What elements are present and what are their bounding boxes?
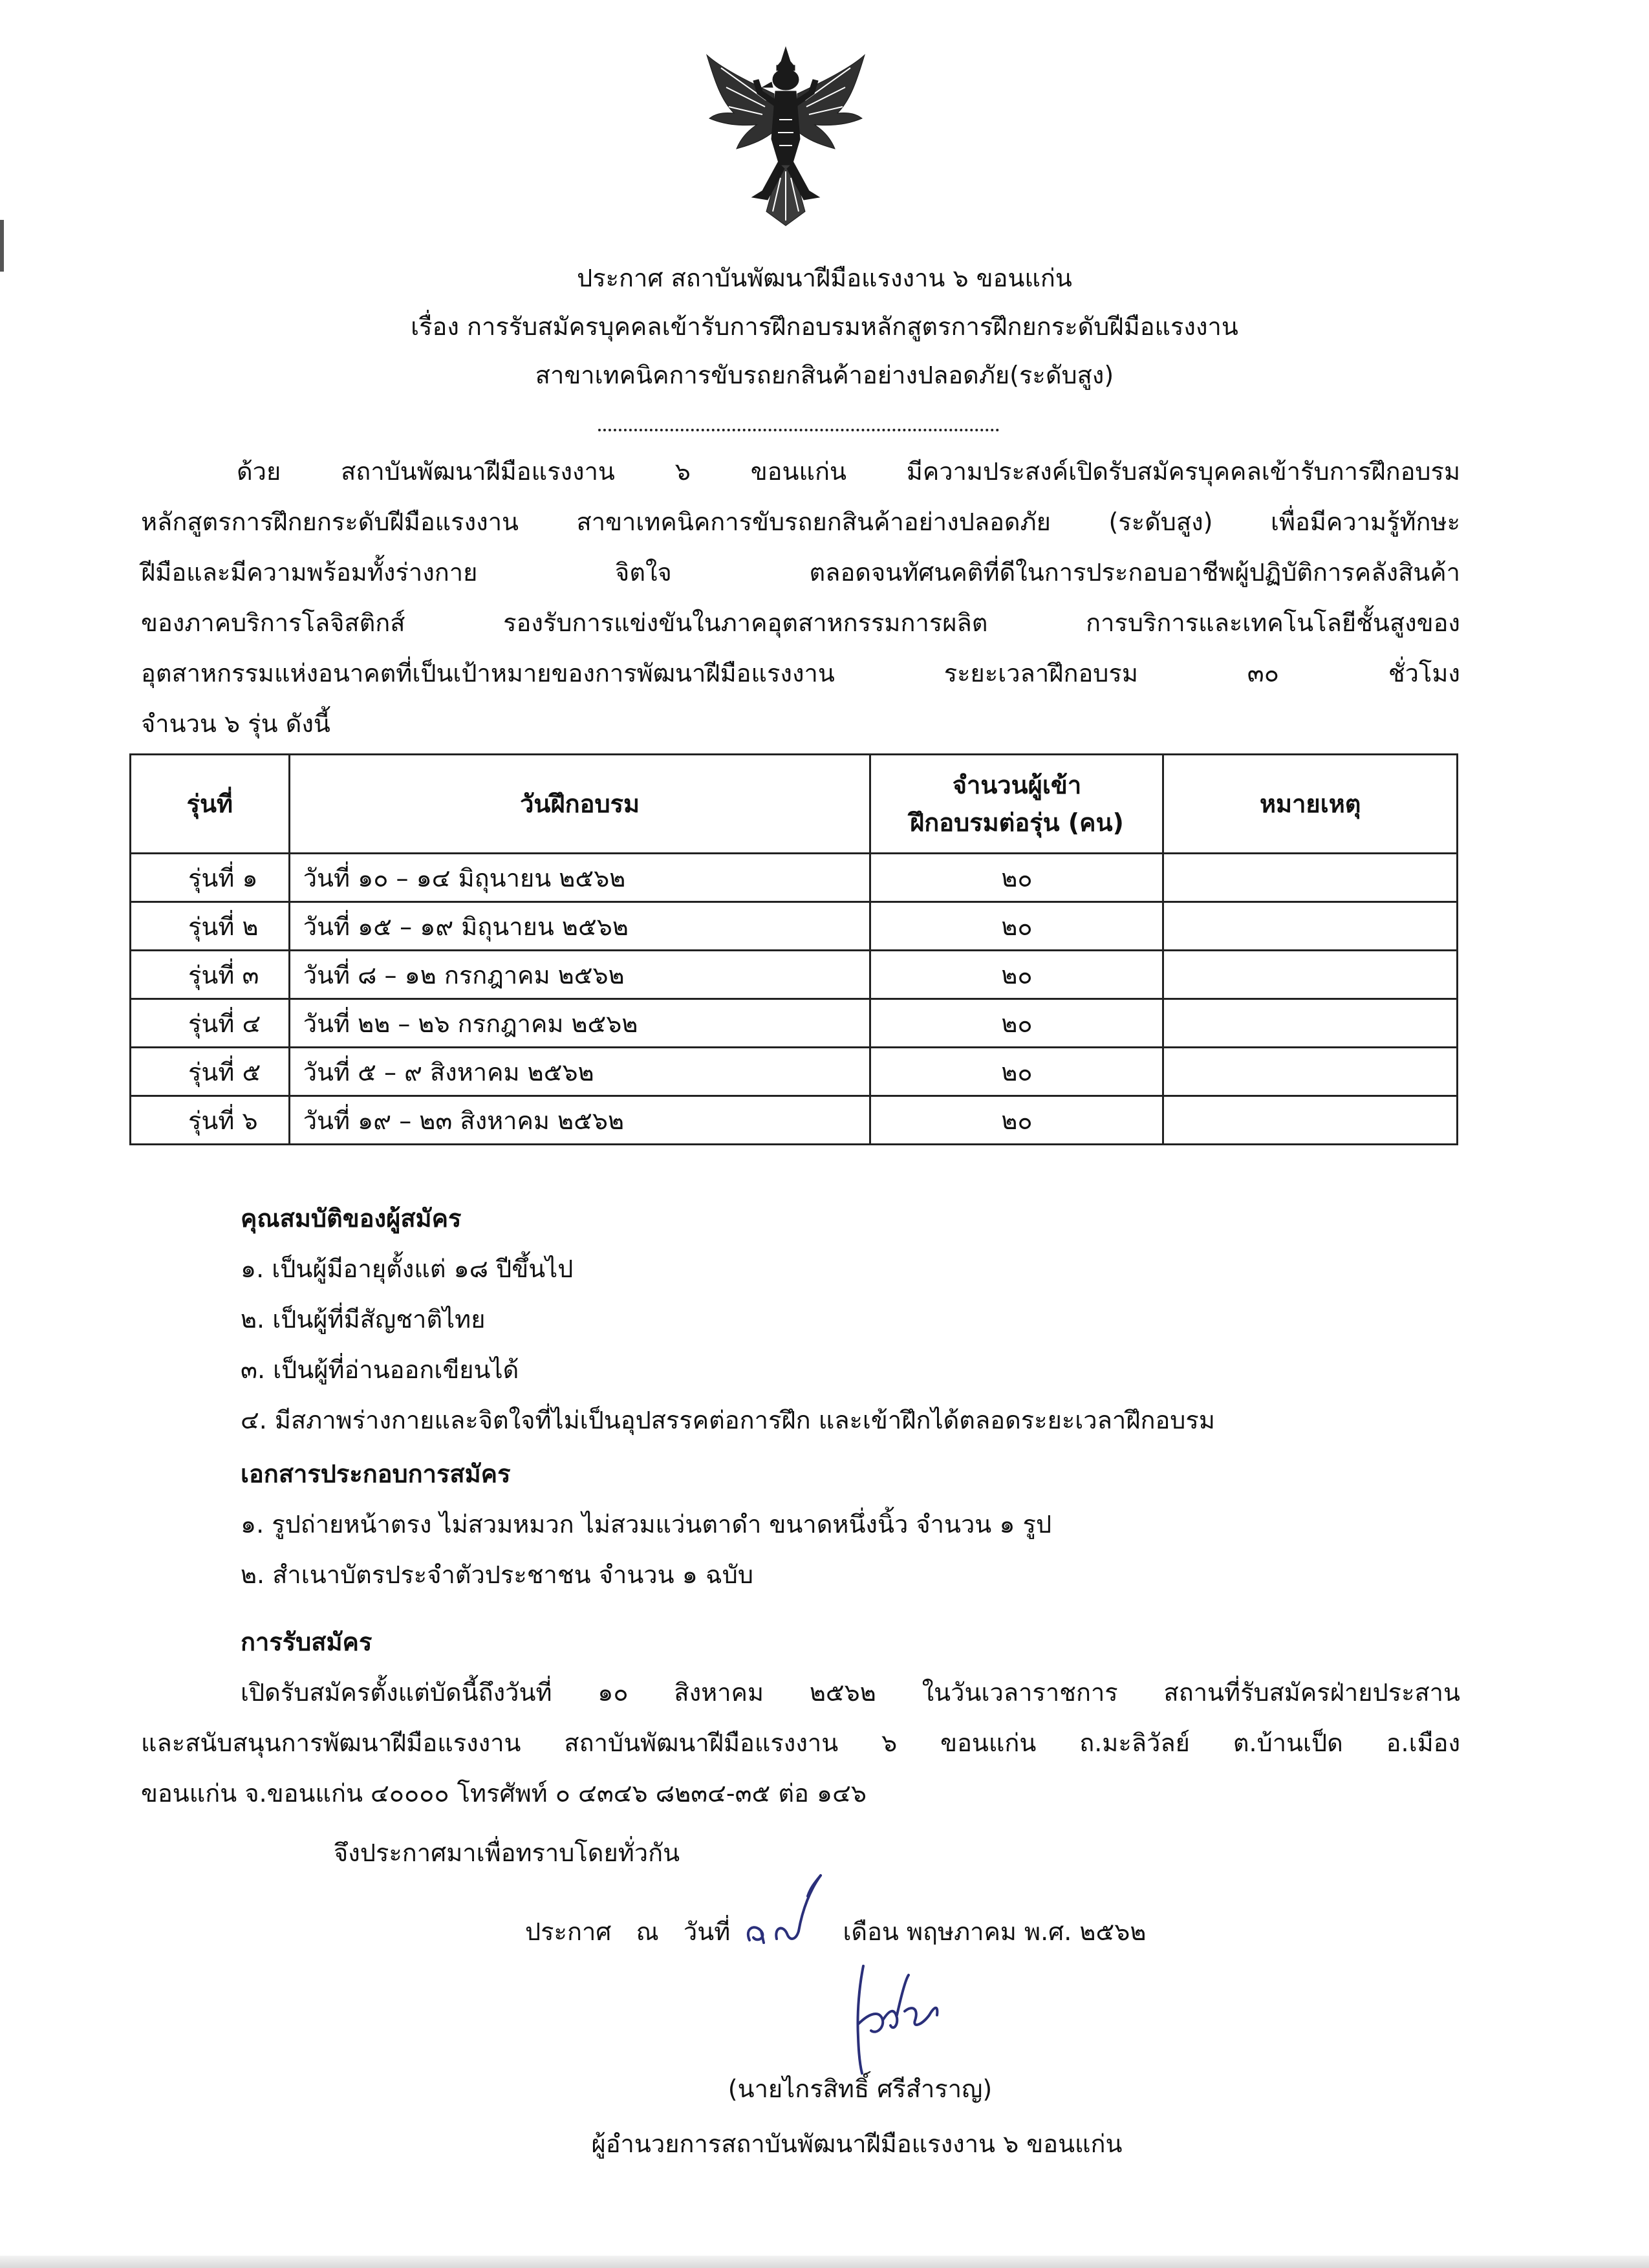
training-schedule-table [129,753,1458,1145]
cell-count: ๒๐ [870,951,1163,999]
cell-note [1163,999,1458,1048]
table-row [131,854,1458,902]
cell-note [1163,1096,1458,1145]
cell-count: ๒๐ [870,1048,1163,1096]
intro-line: หลักสูตรการฝึกยกระดับฝีมือแรงงาน สาขาเทคนิคการขับรถยกสินค้าอย่างปลอดภัย (ระดับสูง) เพื่อมีความรู้ทักษะ [141,508,1460,536]
table-row [131,999,1458,1048]
signer-title: ผู้อำนวยการสถาบันพัฒนาฝีมือแรงงาน ๖ ขอนแก่น [591,2130,1123,2158]
closing-statement: จึงประกาศมาเพื่อทราบโดยทั่วกัน [334,1839,680,1867]
intro-line: อุตสาหกรรมแห่งอนาคตที่เป็นเป้าหมายของการพัฒนาฝีมือแรงงาน ระยะเวลาฝึกอบรม ๓๐ ชั่วโมง [141,659,1460,687]
handwritten-day [738,1916,835,1948]
cell-count: ๒๐ [870,1096,1163,1145]
cell-count: ๒๐ [870,999,1163,1048]
application-line: เปิดรับสมัครตั้งแต่บัดนี้ถึงวันที่ ๑๐ สิงหาคม ๒๕๖๒ ในวันเวลาราชการ สถานที่รับสมัครฝ่ายประสาน [241,1678,1460,1707]
application-line: และสนับสนุนการพัฒนาฝีมือแรงงาน สถาบันพัฒนาฝีมือแรงงาน ๖ ขอนแก่น ถ.มะลิวัลย์ ต.บ้านเป็ด อ.เมือง [141,1729,1461,1757]
cell-note [1163,951,1458,999]
cell-count: ๒๐ [870,902,1163,951]
header-line-1: ประกาศ สถาบันพัฒนาฝีมือแรงงาน ๖ ขอนแก่น [577,264,1072,292]
cell-dates: วันที่ ๘ – ๑๒ กรกฎาคม ๒๕๖๒ [289,951,870,999]
table-row [131,1048,1458,1096]
at-label: ณ [636,1917,659,1946]
table-row [131,951,1458,999]
qualifications-heading: คุณสมบัติของผู้สมัคร [241,1204,462,1233]
qualification-item: ๒. เป็นผู้ที่มีสัญชาติไทย [241,1305,486,1334]
header-branch: สาขาเทคนิคการขับรถยกสินค้าอย่างปลอดภัย(ระดับสูง) [535,361,1114,389]
documents-section [241,1449,1051,1600]
document-item: ๒. สำเนาบัตรประจำตัวประชาชน จำนวน ๑ ฉบับ [241,1561,754,1589]
cell-dates: วันที่ ๕ – ๙ สิงหาคม ๒๕๖๒ [289,1048,870,1096]
application-section [141,1617,1460,1819]
cell-round: รุ่นที่ ๕ [131,1048,290,1096]
header-count-line-2: ฝึกอบรมต่อรุ่น (คน) [909,808,1124,837]
intro-line: ฝีมือและมีความพร้อมทั้งร่างกาย จิตใจ ตลอดจนทัศนคติที่ดีในการประกอบอาชีพผู้ปฏิบัติการคลังสินค้า [141,558,1460,587]
cell-round: รุ่นที่ ๔ [131,999,290,1048]
month-year: เดือน พฤษภาคม พ.ศ. ๒๕๖๒ [843,1917,1147,1946]
announce-label: ประกาศ [525,1917,612,1946]
table-row [131,1096,1458,1145]
cell-round: รุ่นที่ ๒ [131,902,290,951]
cell-round: รุ่นที่ ๓ [131,951,290,999]
header-count [870,755,1163,854]
scan-bottom-edge [0,2256,1649,2268]
qualifications-section [241,1193,1215,1445]
intro-line: จำนวน ๖ รุ่น ดังนี้ [141,709,330,738]
documents-heading: เอกสารประกอบการสมัคร [241,1460,511,1488]
cell-note [1163,1048,1458,1096]
cell-round: รุ่นที่ ๖ [131,1096,290,1145]
document-item: ๑. รูปถ่ายหน้าตรง ไม่สวมหมวก ไม่สวมแว่นตาดำ ขนาดหนึ่งนิ้ว จำนวน ๑ รูป [241,1510,1052,1539]
table-header-row [131,755,1458,854]
cell-note [1163,902,1458,951]
day-label: วันที่ [683,1917,731,1946]
table-row [131,902,1458,951]
signer-name: (นายไกรสิทธิ์ ศรีสำราญ) [727,2075,993,2103]
intro-line: ด้วย สถาบันพัฒนาฝีมือแรงงาน ๖ ขอนแก่น มีความประสงค์เปิดรับสมัครบุคคลเข้ารับการฝึกอบรม [237,457,1460,486]
qualification-item: ๓. เป็นผู้ที่อ่านออกเขียนได้ [241,1355,519,1384]
signature-mark [818,1953,967,2076]
application-line: ขอนแก่น จ.ขอนแก่น ๔๐๐๐๐ โทรศัพท์ ๐ ๔๓๔๖ ๘๒๓๔-๓๕ ต่อ ๑๔๖ [141,1779,867,1808]
header-round: รุ่นที่ [131,755,290,854]
header-divider [598,429,999,431]
header-dates: วันฝึกอบรม [289,755,870,854]
header-subject: เรื่อง การรับสมัครบุคคลเข้ารับการฝึกอบรมหลักสูตรการฝึกยกระดับฝีมือแรงงาน [411,312,1238,341]
cell-dates: วันที่ ๑๕ – ๑๙ มิถุนายน ๒๕๖๒ [289,902,870,951]
announcement-date [525,1916,1146,1948]
header-note: หมายเหตุ [1163,755,1458,854]
cell-dates: วันที่ ๑๐ – ๑๔ มิถุนายน ๒๕๖๒ [289,854,870,902]
cell-count: ๒๐ [870,854,1163,902]
cell-note [1163,854,1458,902]
cell-round: รุ่นที่ ๑ [131,854,290,902]
garuda-emblem-icon [695,42,876,230]
cell-dates: วันที่ ๑๙ – ๒๓ สิงหาคม ๒๕๖๒ [289,1096,870,1145]
qualification-item: ๔. มีสภาพร่างกายและจิตใจที่ไม่เป็นอุปสรรคต่อการฝึก และเข้าฝึกได้ตลอดระยะเวลาฝึกอบรม [241,1406,1215,1434]
intro-line: ของภาคบริการโลจิสติกส์ รองรับการแข่งขันในภาคอุตสาหกรรมการผลิต การบริการและเทคโนโลยีชั้นสูงของ [141,609,1460,637]
qualification-item: ๑. เป็นผู้มีอายุตั้งแต่ ๑๘ ปีขึ้นไป [241,1255,574,1283]
cell-dates: วันที่ ๒๒ – ๒๖ กรกฎาคม ๒๕๖๒ [289,999,870,1048]
header-count-line-1: จำนวนผู้เข้า [952,771,1082,799]
application-heading: การรับสมัคร [241,1628,372,1656]
intro-paragraph [141,446,1460,749]
handwritten-day-mark [738,1864,835,1948]
